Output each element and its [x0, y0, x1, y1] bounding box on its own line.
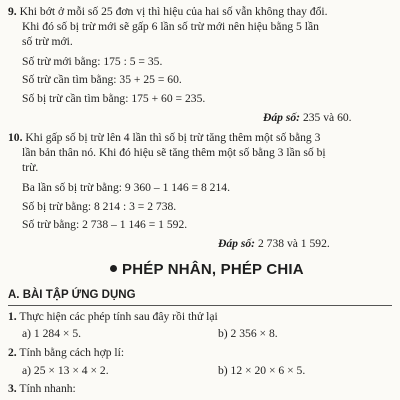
problem-9-calc-1: Số trừ mới bằng: 175 : 5 = 35.	[22, 55, 163, 68]
problem-9-line-3: số trừ mới.	[22, 35, 73, 48]
problem-10-line-3: trừ.	[22, 161, 39, 174]
question-1-text: Thực hiện các phép tính sau đây rồi thử lại	[19, 310, 218, 323]
problem-9-text-1: Khi bớt ở mỗi số 25 đơn vị thì hiệu của hai số vẫn không thay đổi.	[19, 5, 328, 18]
problem-9-answer-label: Đáp số:	[263, 111, 301, 124]
problem-10-number: 10.	[8, 131, 23, 144]
problem-10-answer	[218, 237, 330, 251]
bullet-icon	[110, 265, 117, 272]
section-a-title: A. BÀI TẬP ỨNG DỤNG	[8, 289, 136, 301]
problem-10-calc-1: Ba lần số bị trừ bằng: 9 360 – 1 146 = 8 214.	[22, 181, 230, 194]
problem-10-text-1: Khi gấp số bị trừ lên 4 lần thì số bị trừ tăng thêm một số bằng 3	[25, 131, 321, 144]
problem-9-answer	[263, 111, 352, 125]
problem-9-answer-value: 235 và 60.	[302, 111, 352, 124]
question-2	[8, 346, 124, 360]
question-1-part-a: a) 1 284 × 5.	[22, 327, 82, 340]
problem-10-line-1	[8, 131, 320, 145]
question-3-number: 3.	[8, 382, 17, 395]
problem-10-line-2: lần bản thân nó. Khi đó hiệu sẽ tăng thêm một số bằng 3 lần số bị	[22, 146, 326, 159]
question-3-text: Tính nhanh:	[19, 382, 76, 395]
question-1-part-b: b) 2 356 × 8.	[218, 327, 278, 340]
problem-9-line-1	[8, 5, 328, 19]
chapter-heading	[110, 261, 304, 278]
chapter-heading-text: PHÉP NHÂN, PHÉP CHIA	[122, 261, 304, 278]
question-2-part-b: b) 12 × 20 × 6 × 5.	[218, 364, 306, 377]
question-2-part-a: a) 25 × 13 × 4 × 2.	[22, 364, 109, 377]
problem-10-answer-label: Đáp số:	[218, 237, 256, 250]
problem-10-calc-2: Số bị trừ bằng: 8 214 : 3 = 2 738.	[22, 200, 177, 213]
question-1	[8, 310, 218, 324]
question-1-number: 1.	[8, 310, 17, 323]
question-2-number: 2.	[8, 346, 17, 359]
problem-9-calc-2: Số trừ cần tìm bằng: 35 + 25 = 60.	[22, 73, 182, 86]
question-3	[8, 382, 76, 396]
problem-9-line-2: Khi đó số bị trừ mới sẽ gấp 6 lần số trừ mới nên hiệu bằng 5 lần	[22, 20, 319, 33]
problem-9-number: 9.	[8, 5, 17, 18]
section-divider	[8, 305, 392, 306]
problem-10-calc-3: Số trừ bằng: 2 738 – 1 146 = 1 592.	[22, 218, 188, 231]
problem-9-calc-3: Số bị trừ cần tìm bằng: 175 + 60 = 235.	[22, 92, 206, 105]
problem-10-answer-value: 2 738 và 1 592.	[257, 237, 330, 250]
question-2-text: Tính bằng cách hợp lí:	[19, 346, 125, 359]
